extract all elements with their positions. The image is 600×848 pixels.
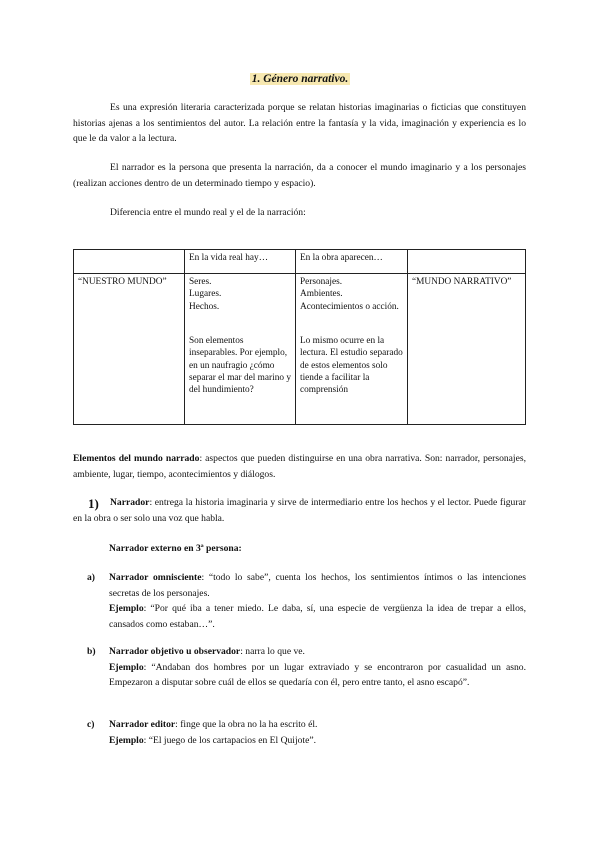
work-note: Lo mismo ocurre en la lectura. El estudio separado de estos elementos solo tiende a facilitar la comprensión xyxy=(296,333,408,425)
example-text: : “Andaban dos hombres por un lugar extraviado y se encontraron por casualidad un asno. Empezaron a disputar sobre cuál de ellos se quedaría con él, pero entre tanto, el asno escapó”. xyxy=(109,661,526,689)
real-life-items-cell xyxy=(185,274,296,334)
narrator-definition xyxy=(73,495,526,526)
elements-text: : aspectos que pueden distinguirse en una obra narrativa. Son: narrador, personajes, ambiente, lugar, tiempo, acontecimientos y diálogos. xyxy=(73,453,526,480)
list-item xyxy=(87,717,526,748)
list-marker: b) xyxy=(87,646,96,657)
type-term: Narrador editor xyxy=(109,719,176,730)
type-text: : finge que la obra no la ha escrito él. xyxy=(175,719,318,730)
elements-paragraph xyxy=(73,451,526,482)
table-header-cell: En la vida real hay… xyxy=(185,250,296,274)
example-text: : “El juego de los cartapacios en El Quijote”. xyxy=(143,734,317,746)
example-label: Ejemplo xyxy=(109,603,144,615)
real-item: Seres. xyxy=(189,277,212,287)
work-items-cell xyxy=(296,274,408,334)
section-heading-text: 1. Género narrativo. xyxy=(251,73,349,85)
section-heading xyxy=(0,70,600,89)
example-text: : “Por qué iba a tener miedo. Le daba, sí, una especie de vergüenza la idea de trepar a ellos, cansados como estaban…”. xyxy=(109,603,526,630)
list-marker: c) xyxy=(87,719,95,730)
elements-term: Elementos del mundo narrado xyxy=(73,453,200,464)
narrator-paragraph: El narrador es la persona que presenta la narración, da a conocer el mundo imaginario y a los personajes (realizan acciones dentro de un determinado tiempo y espacio). xyxy=(73,162,526,189)
table-header-cell xyxy=(408,250,526,274)
type-text: : “todo lo sabe”, cuenta los hechos, los sentimientos íntimos o las intenciones secretas de los personajes. xyxy=(109,572,526,599)
narrator-text: : entrega la historia imaginaria y sirve de intermediario entre los hechos y el lector. Puede figurar en la obra o ser solo una voz que habla. xyxy=(73,497,526,524)
narrator-number: 1) xyxy=(88,496,99,511)
real-item: Hechos. xyxy=(189,301,220,312)
type-term: Narrador omnisciente xyxy=(109,572,202,583)
narrative-world-label: “MUNDO NARRATIVO” xyxy=(408,274,526,425)
our-world-label: “NUESTRO MUNDO” xyxy=(74,274,185,425)
table-header-cell: En la obra aparecen… xyxy=(296,250,408,274)
example-label: Ejemplo xyxy=(109,661,144,673)
list-item xyxy=(87,570,526,632)
real-life-note: Son elementos inseparables. Por ejemplo, en un naufragio ¿cómo separar el mar del marino y del hundimiento? xyxy=(185,333,296,425)
work-item: Personajes. xyxy=(300,277,343,287)
table-header-cell xyxy=(74,250,185,274)
table-row xyxy=(74,274,526,334)
type-text: : narra lo que ve. xyxy=(240,646,305,657)
external-narrator-heading: Narrador externo en 3ª persona: xyxy=(109,543,242,554)
type-term: Narrador objetivo u observador xyxy=(109,646,241,657)
difference-intro: Diferencia entre el mundo real y el de la narración: xyxy=(110,207,306,218)
table-header-row xyxy=(74,250,526,274)
world-comparison-table xyxy=(73,249,526,425)
intro-paragraph: Es una expresión literaria caracterizada porque se relatan historias imaginarias o ficticias que constituyen historias ajenas a los sentimientos del autor. La relación entre la fantasía y la vida, imaginación y experiencia es lo que le da valor a la lectura. xyxy=(73,102,526,145)
real-item: Lugares. xyxy=(189,289,222,300)
work-item: Acontecimientos o acción. xyxy=(300,301,399,312)
narrator-term: Narrador xyxy=(110,497,150,508)
list-item xyxy=(87,644,526,691)
work-item: Ambientes. xyxy=(300,289,343,300)
list-marker: a) xyxy=(87,572,95,583)
example-label: Ejemplo xyxy=(109,734,144,746)
